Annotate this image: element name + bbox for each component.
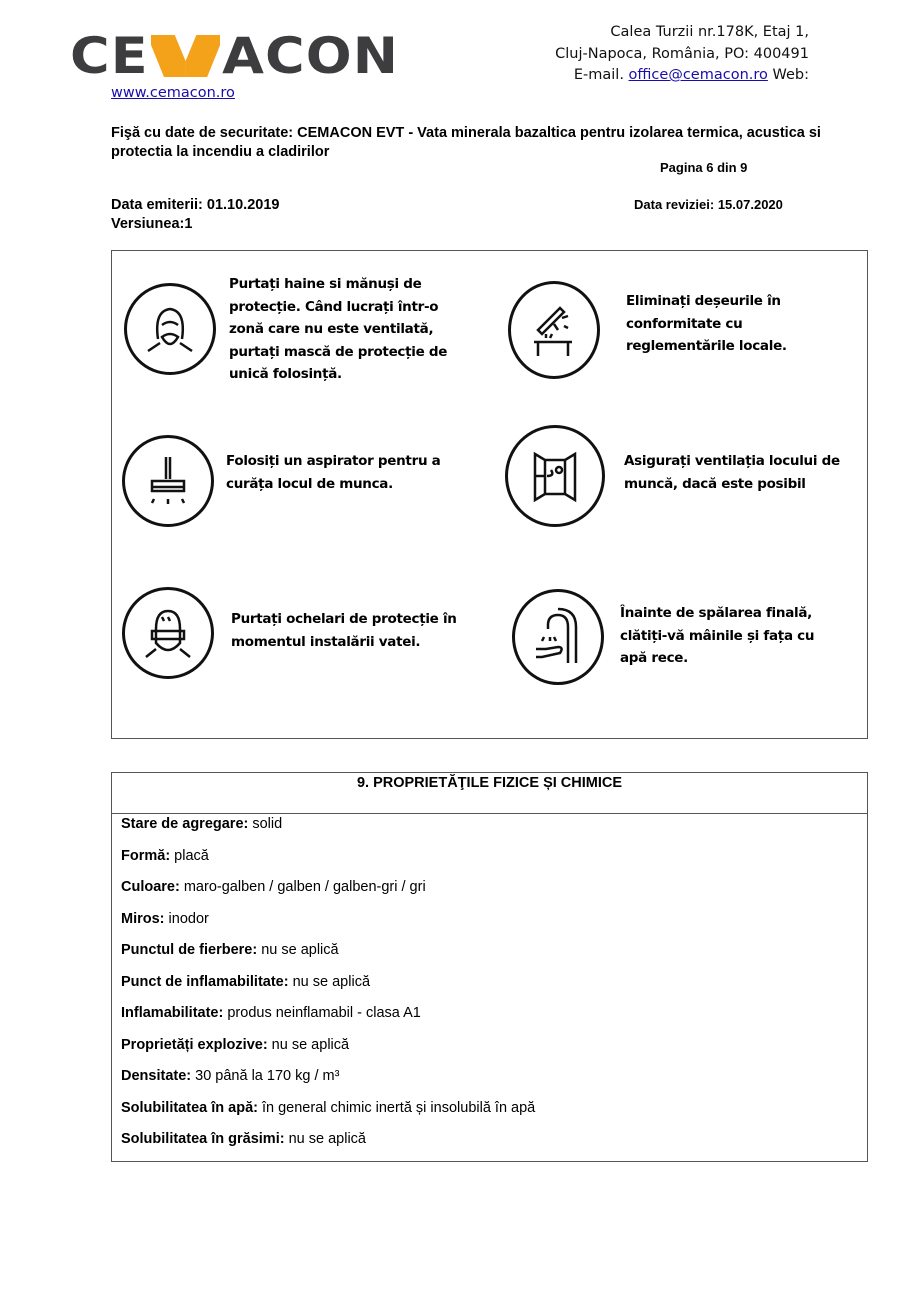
web-label: Web:	[767, 67, 809, 83]
website-link[interactable]: www.cemacon.ro	[111, 85, 235, 101]
issue-info	[111, 196, 279, 234]
safety-goggles-icon	[122, 587, 214, 679]
version: Versiunea:1	[111, 216, 193, 232]
property-row: Stare de agregare: solid	[121, 816, 283, 832]
revision-date: Data reviziei: 15.07.2020	[634, 197, 783, 212]
hand-washing-icon	[512, 589, 604, 685]
waste-disposal-icon	[508, 281, 600, 379]
pictogram-text: Purtați ochelari de protecție în momentul instalării vatei.	[231, 611, 457, 650]
open-window-icon	[505, 425, 605, 527]
vacuum-cleaner-icon	[122, 435, 214, 527]
page-number: Pagina 6 din 9	[660, 160, 748, 175]
pictogram-text: Purtați haine si mănuși de protecție. Când lucrați într-o zonă care nu este ventilată, purtați mască de protecție de unică folosință.	[229, 276, 448, 382]
property-row: Proprietăți explozive: nu se aplică	[121, 1036, 350, 1053]
pictogram-text: Eliminați deșeurile în conformitate cu reglementările locale.	[626, 293, 787, 354]
email-link[interactable]: office@cemacon.ro	[628, 67, 768, 83]
property-row: Culoare: maro-galben / galben / galben-gri / gri	[121, 879, 426, 895]
issue-date: Data emiterii: 01.10.2019	[111, 197, 280, 213]
property-row: Solubilitatea în apă: în general chimic inertă și insolubilă în apă	[121, 1099, 536, 1116]
email-prefix: E-mail.	[573, 67, 629, 83]
respirator-mask-icon	[124, 283, 216, 375]
property-row: Solubilitatea în grăsimi: nu se aplică	[121, 1131, 366, 1147]
address-line: Cluj-Napoca, România, PO: 400491	[555, 45, 809, 62]
pictogram-text: Folosiți un aspirator pentru a curăța locul de munca.	[226, 453, 441, 492]
pictogram-text: Asigurați ventilația locului de muncă, dacă este posibil	[624, 453, 840, 492]
property-row: Formă: placă	[121, 847, 209, 864]
cemacon-logo: CE ACON	[70, 27, 399, 85]
document-title: Fişă cu date de securitate: CEMACON EVT - Vata minerala bazaltica pentru izolarea termica, acustica si protectia la incendiu a cladirilor	[111, 125, 821, 160]
logo-m-mark	[151, 35, 220, 77]
pictogram-text: Înainte de spălarea finală, clătiți-vă mâinile și fața cu apă rece.	[620, 605, 815, 666]
property-row: Inflamabilitate: produs neinflamabil - clasa A1	[121, 1005, 421, 1021]
property-row: Punctul de fierbere: nu se aplică	[121, 942, 339, 958]
property-row: Punct de inflamabilitate: nu se aplică	[121, 973, 371, 990]
company-address	[555, 22, 809, 87]
section-heading: 9. PROPRIETĂŢILE FIZICE ȘI CHIMICE	[112, 773, 867, 814]
address-line: Calea Turzii nr.178K, Etaj 1,	[610, 24, 809, 40]
property-row: Densitate: 30 până la 170 kg / m³	[121, 1068, 340, 1084]
property-row: Miros: inodor	[121, 910, 209, 927]
section-9-physical-chemical-properties	[111, 772, 868, 1162]
